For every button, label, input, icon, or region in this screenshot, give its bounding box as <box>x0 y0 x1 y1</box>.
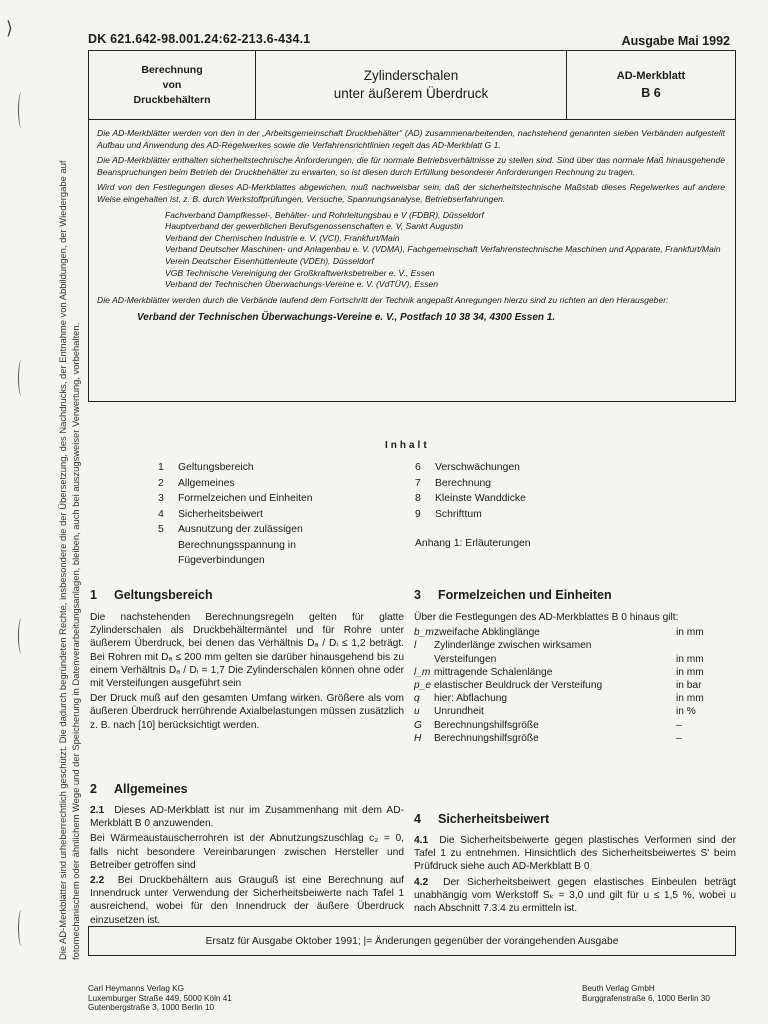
section-heading: 1 Geltungsbereich <box>90 588 213 602</box>
section-1 <box>90 588 404 734</box>
intro-paragraph: Die AD-Merkblätter werden durch die Verbände laufend dem Fortschritt der Technik angepaßt Anregungen hierzu sind zu richten an den Herausgeber: <box>97 294 669 305</box>
symbol-row: p_e elastischer Beuldruck der Versteifung in bar <box>414 680 702 692</box>
intro-paragraph: Wird von den Festlegungen dieses AD-Merkblattes abgewichen, muß nachweisbar sein, daß der sicherheitstechnische Maßstab dieses Regelwerkes auf andere Weise eingehalten ist, z. B. durch Werkstoffprüfungen, Versuche, Spannungsanalyse, Betriebserfahrungen. <box>97 182 725 204</box>
association-item: Verband Deutscher Maschinen- und Anlagenbau e. V. (VDMA), Fachgemeinschaft Verfahrenstechnische Maschinen und Apparate, Frankfurt/Main <box>165 244 721 255</box>
paragraph: Bei Wärmeaustauscherrohren ist der Abnutzungszuschlag c₂ = 0, falls nicht besondere Vereinbarungen zwischen Hersteller und Betreiber getroffen sind <box>90 833 404 871</box>
section-heading: 4 Sicherheitsbeiwert <box>414 812 550 826</box>
toc-entry: 1 Geltungsbereich <box>158 462 254 473</box>
paragraph: Der Druck muß auf den gesamten Umfang wirken. Größere als vom äußeren Überdruck herrührende Axialbelastungen müssen zusätzlich z. B. nach [10] berücksichtigt werden. <box>90 693 404 731</box>
association-item: Hauptverband der gewerblichen Berufsgenossenschaften e. V, Sankt Augustin <box>165 221 464 232</box>
association-list <box>165 210 725 291</box>
toc-left <box>158 460 388 569</box>
symbol-row: b_m zweifache Abklinglänge in mm <box>414 627 704 639</box>
section-heading: 3 Formelzeichen und Einheiten <box>414 588 612 602</box>
paragraph: 4.2 Der Sicherheitsbeiwert gegen elastisches Einbeulen beträgt unabhängig vom Werkstoff Sₖ = 3,0 und gilt für u ≤ 1,5 %, wobei u nach Abschnitt 7.3.4 zu ermitteln ist. <box>414 876 736 915</box>
punch-hole <box>18 910 25 946</box>
header-category: Berechnung von Druckbehältern <box>89 51 256 119</box>
publisher-right: Beuth Verlag GmbH Burggrafenstraße 6, 1000 Berlin 30 <box>582 984 710 1003</box>
paragraph: Über die Festlegungen des AD-Merkblattes B 0 hinaus gilt: <box>414 612 679 623</box>
symbol-row: l Zylinderlänge zwischen wirksamen Versteifungen in mm <box>414 640 704 665</box>
intro-box <box>88 118 736 402</box>
punch-hole <box>18 92 25 128</box>
copyright-sidebar: Die AD-Merkblätter sind urheberrechtlich geschützt. Die dadurch begründeten Rechte, insbesondere die der Übersetzung, des Nachdrucks, der Entnahme von Abbildungen, der Wiedergabe auf fotomechanischem oder ähnlichem Wege und der Speicherung in Datenverarbeitungsanlagen, bleiben, auch bei auszugsweiser Verwertung, vorbehalten. <box>57 160 81 960</box>
publisher-address: Verband der Technischen Überwachungs-Vereine e. V., Postfach 10 38 34, 4300 Essen 1. <box>137 312 556 324</box>
header-table <box>88 50 736 120</box>
toc-entry: 2 Allgemeines <box>158 477 235 489</box>
section-heading: 2 Allgemeines <box>90 782 188 796</box>
paragraph: 4.1 Die Sicherheitsbeiwerte gegen plastisches Verformen sind der Tafel 1 zu entnehmen. Hinsichtlich des Sicherheitsbeiwertes S' beim Prüfdruck siehe auch AD-Merkblatt B 0 <box>414 835 736 873</box>
toc-entry: 5 Ausnutzung der zulässigen Berechnungsspannung in Fügeverbindungen <box>158 524 303 566</box>
toc-right <box>415 460 615 522</box>
toc-entry: 7 Berechnung <box>415 477 492 489</box>
intro-paragraph: Die AD-Merkblätter werden von den in der „Arbeitsgemeinschaft Druckbehälter“ (AD) zusammenarbeitenden, nachstehend genannten sieben Verbänden aufgestellt Aufbau und Anwendung des AD-Regelwerkes sowie die Verfahrensrichtlinien regelt das AD-Merkblatt G 1. <box>97 128 725 150</box>
section-3 <box>414 588 736 745</box>
symbol-row: H Berechnungshilfsgröße – <box>414 732 682 744</box>
toc-entry: 4 Sicherheitsbeiwert <box>158 508 263 520</box>
edition-date: Ausgabe Mai 1992 <box>621 34 730 48</box>
association-item: Verein Deutscher Eisenhüttenleute (VDEh), Düsseldorf <box>165 255 374 266</box>
section-2 <box>90 782 404 929</box>
association-item: Verband der Chemischen Industrie e. V. (VCI), Frankfurt/Main <box>165 232 400 243</box>
symbol-row: u Unrundheit in % <box>414 706 696 718</box>
association-item: VGB Technische Vereinigung der Großkraftwerksbetreiber e. V., Essen <box>165 267 435 278</box>
symbol-row: q hier: Abflachung in mm <box>414 693 704 705</box>
association-item: Fachverband Dampfkessel-, Behälter- und Rohrleitungsbau e V (FDBR), Düsseldorf <box>165 209 484 220</box>
dk-classification: DK 621.642-98.001.24:62-213.6-434.1 <box>88 32 311 46</box>
section-4 <box>414 812 736 917</box>
punch-hole <box>18 618 25 654</box>
sheet-id: AD-Merkblatt B 6 <box>616 70 686 100</box>
toc-annex: Anhang 1: Erläuterungen <box>415 538 531 549</box>
symbol-list <box>414 626 736 745</box>
toc-title: Inhalt <box>385 440 430 451</box>
replacement-note: Ersatz für Ausgabe Oktober 1991; |= Änderungen gegenüber der vorangehenden Ausgabe <box>88 926 736 956</box>
toc-entry: 6 Verschwächungen <box>415 462 520 473</box>
symbol-row: G Berechnungshilfsgröße – <box>414 719 682 731</box>
intro-paragraph: Die AD-Merkblätter enthalten sicherheitstechnische Anforderungen, die für normale Betriebsverhältnisse zu stellen sind. Sind über das normale Maß hinausgehende Beanspruchungen beim Betrieb der Druckbehälter zu erwarten, so ist diesen durch Erfüllung besonderer Anforderungen Rechnung zu tragen. <box>97 155 725 177</box>
publisher-left: Carl Heymanns Verlag KG Luxemburger Straße 449, 5000 Köln 41 Gutenbergstraße 3, 1000 Berlin 10 <box>88 984 232 1013</box>
toc-entry: 9 Schrifttum <box>415 508 482 520</box>
pen-mark: ⟩ <box>6 18 14 38</box>
symbol-row: l_m mittragende Schalenlänge in mm <box>414 666 704 678</box>
paragraph: 2.1 Dieses AD-Merkblatt ist nur im Zusammenhang mit dem AD-Merkblatt B 0 anzuwenden. <box>90 805 404 830</box>
association-item: Verband der Technischen Überwachungs-Vereine e. V. (VdTÜV), Essen <box>165 279 439 290</box>
document-title: Zylinderschalen unter äußerem Überdruck <box>256 51 567 119</box>
toc-entry: 8 Kleinste Wanddicke <box>415 493 526 504</box>
paragraph: Die nachstehenden Berechnungsregeln gelten für glatte Zylinderschalen als Druckbehältermäntel und für Rohre unter äußerem Überdruck, bei denen das Verhältnis Dₐ / Dᵢ ≤ 1,2 beträgt. Bei Rohren mit Dₐ ≤ 200 mm gelten sie darüber hinausgehend bis zu einem Verhältnis Dₐ / Dᵢ = 1,7 Die Zylinderschalen können ohne oder mit Versteifungen ausgeführt sein <box>90 612 404 690</box>
punch-hole <box>18 360 25 396</box>
toc-entry: 3 Formelzeichen und Einheiten <box>158 493 313 504</box>
paragraph: 2.2 Bei Druckbehältern aus Grauguß ist eine Berechnung auf Innendruck unter Verwendung der Sicherheitsbeiwerte nach Tafel 1 ausreichend, wobei für den Innendruck der äußere Überdruck einzusetzen ist. <box>90 875 404 926</box>
